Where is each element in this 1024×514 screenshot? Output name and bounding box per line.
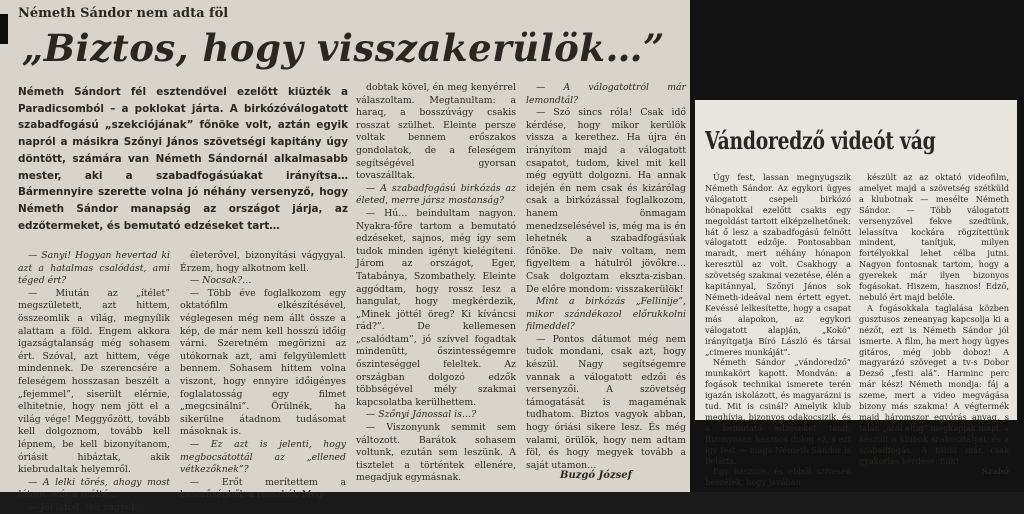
paragraph: — A válogatottról már lemondtál? <box>526 82 686 106</box>
side-article-column-2 <box>859 172 1009 477</box>
paragraph: — A szabadfogású birkózás az életed, merre jársz mostanság? <box>356 182 516 207</box>
paragraph: — Több éve foglalkozom egy oktatófilm elkészítésével, véglegesen még nem állt össze a kép, de már nem kell hosszú időig várni. Szeretném megörizni az utókornak azt, ami felgyülemlett bennem. Sohasem hittem volna viszont, hogy ennyire időigényes foglalatosság egy filmet „megcsinálni”. Örülnék, ha sikerülne átadnom tudásomat másoknak is. <box>180 287 346 438</box>
side-article-column-1 <box>705 172 851 488</box>
side-article-signature: Szabó <box>981 466 1009 477</box>
article-column-3 <box>356 82 516 492</box>
paragraph: — Erőt merítettem a keserűségből, a rosszból. Meg- <box>180 476 346 501</box>
paragraph: — Jól látod, teli vagyok <box>28 501 137 513</box>
article-headline: „Biztos, hogy visszakerülök…” <box>22 26 665 70</box>
side-article-title: Vándoredző videót vág <box>705 126 936 155</box>
article-byline: Buzgó József <box>560 470 632 481</box>
side-newspaper-clipping <box>695 100 1017 488</box>
paragraph: készült az az oktató videofilm, amelyet majd a szövetség szétküld a klubotnak — mesélte Németh Sándor. — Több válogatott versenyzővel fekve szedtünk, lelassítva kockára rögzítettünk mindent, tanítjuk, milyen fortélyokkal lehet célba jutni. Nagyon fontosnak tartom, hogy a gyerekek már ilyen bizonyos fogásokat. Hiszem, hasznos! Edző, nebuló ért majd belőle. <box>859 172 1009 302</box>
paragraph: — Pontos dátumot még nem tudok mondani, csak azt, hogy készül. Nagy segítségemre vannak a válogatott edzői és versenyzői. A szövetség támogatását is magaménak tudhatom. Biztos vagyok abban, hogy óriási sikere lesz. És még valami, örülök, hogy nem adtam föl, és hogy megyek tovább a saját utamon… <box>526 333 686 471</box>
paragraph: — Ez azt is jelenti, hogy megbocsátottál az „ellened vétkezőknek”? <box>180 438 346 476</box>
paragraph: életerővel, bizonyítási vágygyal. Érzem, hogy alkotnom kell. <box>180 250 346 274</box>
article-column-4 <box>526 82 686 471</box>
paragraph: — Szőnyi Jánossal is…? <box>366 409 477 421</box>
article-kicker: Németh Sándor nem adta föl <box>18 6 229 21</box>
paragraph: — Viszonyunk semmit sem változott. Barátok sohasem voltunk, ezután sem leszünk. A tisztelet a történtek ellenére, megadjuk egymásnak. <box>356 422 516 484</box>
paragraph: dobtak kövel, én meg kenyérrel válaszoltam. Megtanultam: a haraq, a bosszúvágy csakis rosszat szülhet. Eleinte persze voltak bennem erőszakos gondolatok, de a feleségem segítségével gyorsan tovaszálltak. <box>356 82 516 182</box>
paragraph: — Sanyi! Hogyan hevertad ki azt a hatalmas csalódást, ami téged ért? <box>18 250 170 287</box>
article-lead: Németh Sándort fél esztendővel ezelőtt kiüzték a Paradicsomból – a poklokat járta. A birkózóválogatott szabadfogású „szekciójának” főnöke volt, aztán egyik napról a másikra Szőnyi János szövetségi kapitány úgy döntött, számára van Németh Sándornál alkalmasabb mester, aki a szabadfogásúakat irányítsa… Bármennyire szerette volna jó néhány versenyző, hogy Németh Sándor manapság az országot járja, az edzőtermeket, és bemutató edzéseket tart… <box>18 86 348 232</box>
paragraph: A fogásokkala taglalása közben gusztusos zeneanyag kapcsolja ki a nézőt, ezt is Németh Sándor jól ismerte. A film, ha mert hogy ügyes gitáros, még jobb doboz! A magyarázó szöveget a tv-s Dobor Dezső „festi alá”. Harminc perc már kész! Németh mondja: fáj a szeme, mert a video megvágása bizony más szakma! A végtermék majd háromszor egyórás anyag, s talán „ától eltig” megkapják majd, a készült a klubok szakosztályai, és a szabadfogás. A többi már csak gyakorlás kérdése, fiúk! <box>859 302 1009 466</box>
paragraph: — A lelki törés, ahogy most látom, már a múlté… <box>18 476 170 501</box>
article-column-1 <box>18 250 170 513</box>
paragraph: — Szó sincs róla! Csak idő kérdése, hogy mikor kerülök vissza a kerethez. Ha újra én irányítom majd a válogatott csapatot, tudom, kivel mit kell még együtt dolgozni. Ha annak idején én nem csak és kizárólag csak a birkózással foglalkozom, hanem önmagam menedzselésével is, még ma is én lehetnék a szabadfogásúak főnöke. De naiv voltam, nem figyeltem a hátulról jövőkre… Csak dolgoztam ekszta-zisban. De előre mondom: visszakerülök! <box>526 107 686 295</box>
paragraph: Úgy fest, lassan megnyugszik Németh Sándor. Az egykori ügyes válogatott csepeli birkózó hónapokkal ezelőtt csakis egy megoldást tartott elképzelhetőnek: hát ő lesz a szabadfogású felnőtt válogatott edzője. Pontosabban maradt, mert néhány hónapon keresztül az volt. Csakhogy a szövetség szakmai vezetése, élén a kapitánnyal, Szőnyi János sok Németh-ideával nem értett egyet. Kevéssé lelkesítette, hogy a csapat más alapokon, az egykori válogatott alapján, „Kokó” irányítgatja Bíró László és társai „cimeres munkáját”. <box>705 172 851 357</box>
paragraph: — Miután az „ítélet” megszületett, azt hittem, összeomlik a világ, megnyílik alattam a föld. Engem akkora igazságtalanság még sohasem ért. Szóval, azt hittem, vége mindennek. De szerencsére a feleségem hosszasan beszélt a „fejemmel”, siserült elérnie, elhitetnie, hogy nem jött el a világ vége! Meggyőzött, tovább kell dolgoznom, tovább kell lépnem, be kell bizonyítanom, óriásit hibáztak, akik kiebrudaltak helyemről. <box>18 287 170 476</box>
paragraph: Egy hasznos, és ebből szívesen beszélek, hogy javában <box>705 466 851 488</box>
paragraph: — Hú… beindultam nagyon. Nyakra-főre tartom a bemutató edzéseket, sajnos, még így sem tudok minden igényt kielégíteni. Járom az országot, Eger, Tatabánya, Szombathely. Eleinte aggódtam, hogy rossz lesz a hangulat, hogy megkérdezik, „Minek jöttél öreg? Ki kíváncsi rád?”. De kellemesen „csalódtam”, jó szívvel fogadtak mindenütt, őszintességemre őszinteséggel feleltek. Az országban dolgozó edzők többségével mély szakmai kapcsolatba kerülhettem. <box>356 207 516 408</box>
clipping-edge-shadow <box>0 14 8 44</box>
paragraph: — Nocsak?… <box>190 275 252 287</box>
article-column-2 <box>180 250 346 501</box>
paragraph: Németh Sándor „vándoredző” munkakört kapott. Mondván: a fogások technikai ismerete terén igazán iskolázott, és magyarázni is tud. Mit is csinál? Amelyik klub meghívja, bizonyos odakocsizik, és a bemutató edzéseket tanít. Bizonyosan hasznos dolog ez, s ezt így fest — maga Németh Sándor is belátta. <box>705 357 851 466</box>
paragraph: Mint a birkózás „Fellinije”, mikor szándékozol előrukkolni filmeddel? <box>526 296 686 333</box>
